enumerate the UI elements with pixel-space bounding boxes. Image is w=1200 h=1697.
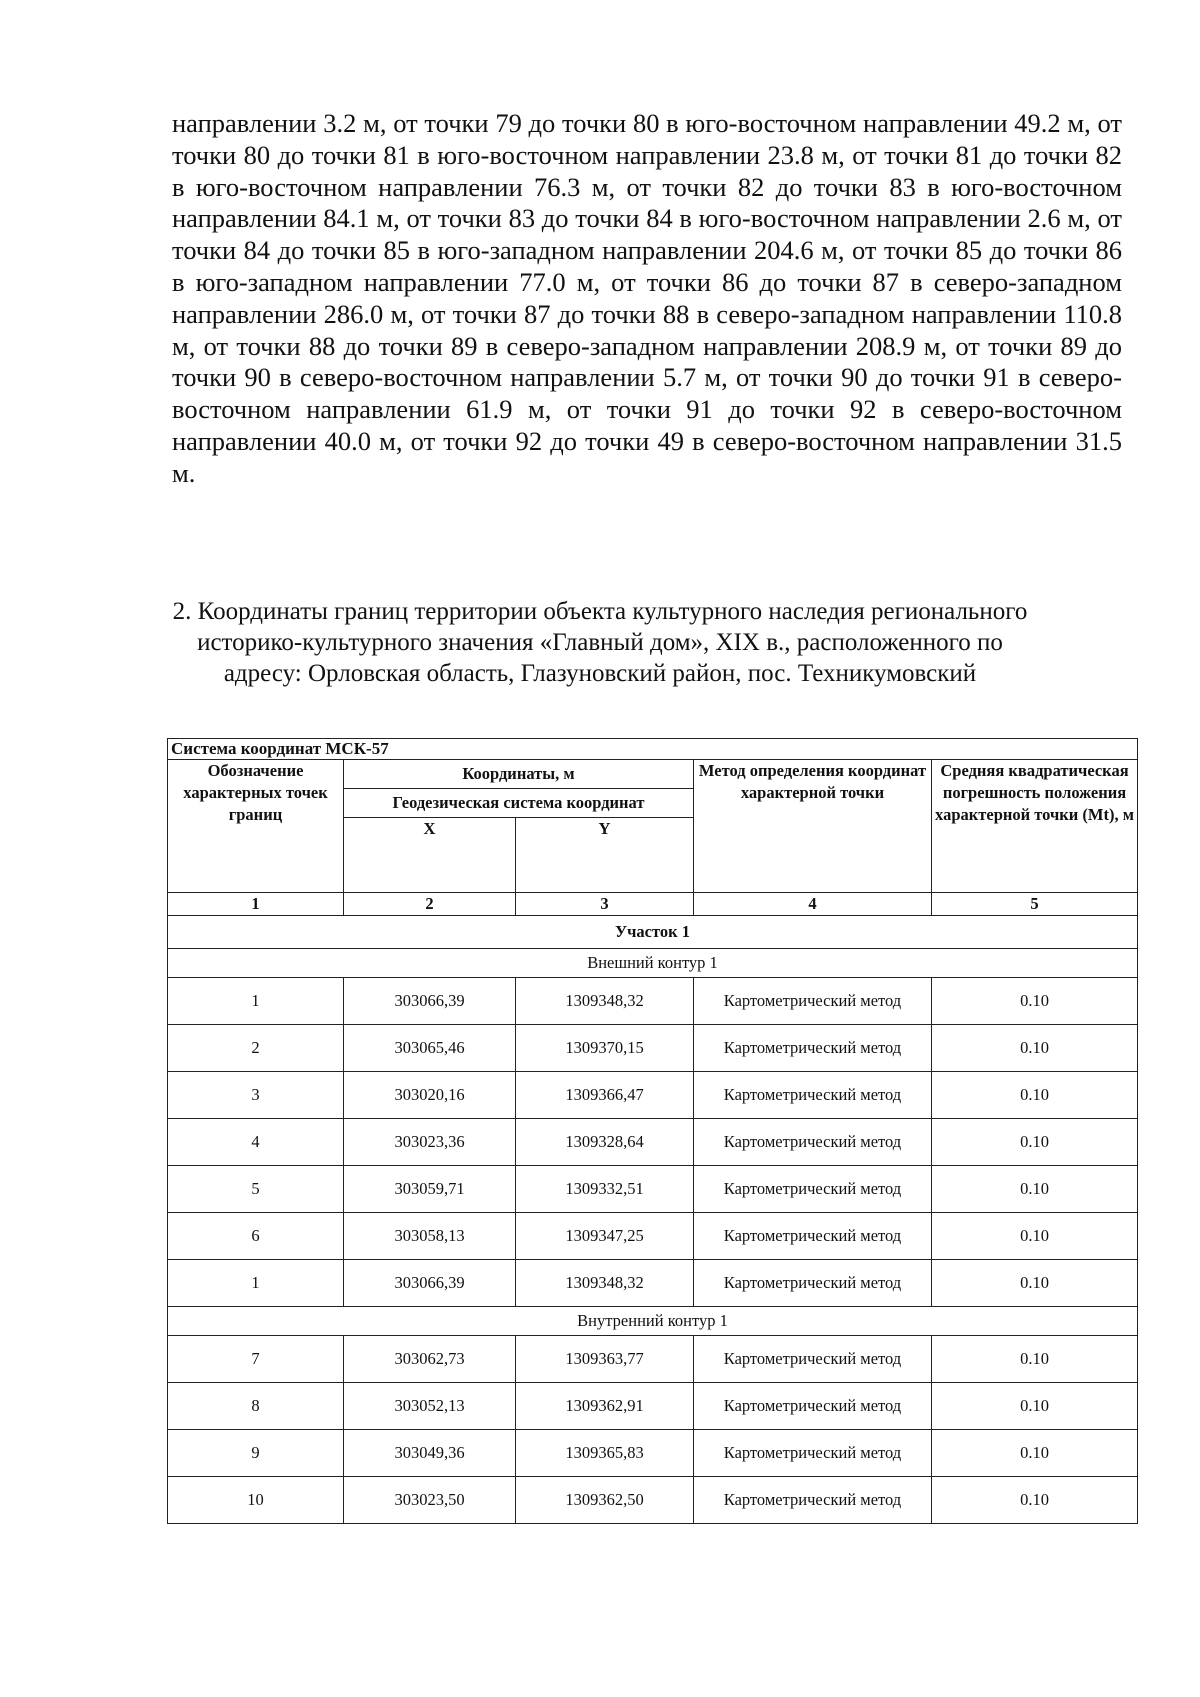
section-title: Участок 1 [168, 916, 1138, 949]
x-cell: 303020,16 [344, 1072, 516, 1119]
method-cell: Картометрический метод [694, 1072, 932, 1119]
x-cell: 303049,36 [344, 1430, 516, 1477]
y-cell: 1309348,32 [516, 978, 694, 1025]
header-designation: Обозначение характерных точек границ [168, 760, 344, 893]
header-error: Средняя квадратическая погрешность положения характерной точки (Mt), м [932, 760, 1138, 893]
y-cell: 1309328,64 [516, 1119, 694, 1166]
header-geodetic: Геодезическая система координат [344, 789, 694, 818]
x-cell: 303058,13 [344, 1213, 516, 1260]
outer-contour-label: Внешний контур 1 [168, 949, 1138, 978]
x-cell: 303062,73 [344, 1336, 516, 1383]
mt-cell: 0.10 [932, 1430, 1138, 1477]
coordinates-table [167, 738, 1138, 1524]
outer-rows [168, 978, 1138, 1307]
point-cell: 1 [168, 978, 344, 1025]
inner-rows [168, 1336, 1138, 1524]
point-cell: 4 [168, 1119, 344, 1166]
y-cell: 1309332,51 [516, 1166, 694, 1213]
point-cell: 7 [168, 1336, 344, 1383]
method-cell: Картометрический метод [694, 1119, 932, 1166]
method-cell: Картометрический метод [694, 1025, 932, 1072]
header-y: Y [516, 818, 694, 893]
point-cell: 5 [168, 1166, 344, 1213]
mt-cell: 0.10 [932, 1336, 1138, 1383]
x-cell: 303059,71 [344, 1166, 516, 1213]
y-cell: 1309347,25 [516, 1213, 694, 1260]
table-row [168, 1213, 1138, 1260]
point-cell: 1 [168, 1260, 344, 1307]
point-cell: 10 [168, 1477, 344, 1524]
y-cell: 1309362,91 [516, 1383, 694, 1430]
x-cell: 303023,50 [344, 1477, 516, 1524]
table-row [168, 1383, 1138, 1430]
point-cell: 8 [168, 1383, 344, 1430]
mt-cell: 0.10 [932, 1213, 1138, 1260]
x-cell: 303052,13 [344, 1383, 516, 1430]
method-cell: Картометрический метод [694, 1430, 932, 1477]
col-number: 1 [168, 893, 344, 916]
method-cell: Картометрический метод [694, 1260, 932, 1307]
point-cell: 9 [168, 1430, 344, 1477]
point-cell: 2 [168, 1025, 344, 1072]
method-cell: Картометрический метод [694, 1213, 932, 1260]
col-number: 4 [694, 893, 932, 916]
table-row [168, 1025, 1138, 1072]
table-row [168, 1430, 1138, 1477]
y-cell: 1309365,83 [516, 1430, 694, 1477]
y-cell: 1309370,15 [516, 1025, 694, 1072]
mt-cell: 0.10 [932, 1119, 1138, 1166]
x-cell: 303066,39 [344, 978, 516, 1025]
method-cell: Картометрический метод [694, 1166, 932, 1213]
point-cell: 6 [168, 1213, 344, 1260]
y-cell: 1309366,47 [516, 1072, 694, 1119]
x-cell: 303065,46 [344, 1025, 516, 1072]
y-cell: 1309348,32 [516, 1260, 694, 1307]
x-cell: 303023,36 [344, 1119, 516, 1166]
mt-cell: 0.10 [932, 1260, 1138, 1307]
method-cell: Картометрический метод [694, 1477, 932, 1524]
inner-contour-label: Внутренний контур 1 [168, 1307, 1138, 1336]
header-coordinates: Координаты, м [344, 760, 694, 789]
body-paragraph: направлении 3.2 м, от точки 79 до точки 80 в юго-восточном направлении 49.2 м, от точки 80 до точки 81 в юго-восточном направлении 23.8 м, от точки 81 до точки 82 в юго-восточном направлении 76.3 м, от точки 82 до точки 83 в юго-восточном направлении 84.1 м, от точки 83 до точки 84 в юго-восточном направлении 2.6 м, от точки 84 до точки 85 в юго-западном направлении 204.6 м, от точки 85 до точки 86 в юго-западном направлении 77.0 м, от точки 86 до точки 87 в северо-западном направлении 286.0 м, от точки 87 до точки 88 в северо-западном направлении 110.8 м, от точки 88 до точки 89 в северо-западном направлении 208.9 м, от точки 89 до точки 90 в северо-восточном направлении 5.7 м, от точки 90 до точки 91 в северо-восточном направлении 61.9 м, от точки 91 до точки 92 в северо-восточном направлении 40.0 м, от точки 92 до точки 49 в северо-восточном направлении 31.5 м. [172, 108, 1122, 488]
table-row [168, 1072, 1138, 1119]
method-cell: Картометрический метод [694, 978, 932, 1025]
table-row [168, 978, 1138, 1025]
table-row [168, 1119, 1138, 1166]
table-row [168, 1260, 1138, 1307]
header-method: Метод определения координат характерной точки [694, 760, 932, 893]
mt-cell: 0.10 [932, 1072, 1138, 1119]
y-cell: 1309362,50 [516, 1477, 694, 1524]
mt-cell: 0.10 [932, 1025, 1138, 1072]
y-cell: 1309363,77 [516, 1336, 694, 1383]
mt-cell: 0.10 [932, 1166, 1138, 1213]
mt-cell: 0.10 [932, 978, 1138, 1025]
coordinate-system-label: Система координат МСК-57 [168, 739, 1138, 760]
col-number: 2 [344, 893, 516, 916]
col-number: 3 [516, 893, 694, 916]
section-heading: 2. Координаты границ территории объекта культурного наследия регионального историко-культурного значения «Главный дом», XIX в., расположенного по адресу: Орловская область, Глазуновский район, пос. Техникумовский [172, 598, 1028, 687]
method-cell: Картометрический метод [694, 1383, 932, 1430]
mt-cell: 0.10 [932, 1383, 1138, 1430]
table-row [168, 1336, 1138, 1383]
table-row [168, 1477, 1138, 1524]
table-row [168, 1166, 1138, 1213]
header-x: X [344, 818, 516, 893]
method-cell: Картометрический метод [694, 1336, 932, 1383]
col-number: 5 [932, 893, 1138, 916]
x-cell: 303066,39 [344, 1260, 516, 1307]
point-cell: 3 [168, 1072, 344, 1119]
mt-cell: 0.10 [932, 1477, 1138, 1524]
